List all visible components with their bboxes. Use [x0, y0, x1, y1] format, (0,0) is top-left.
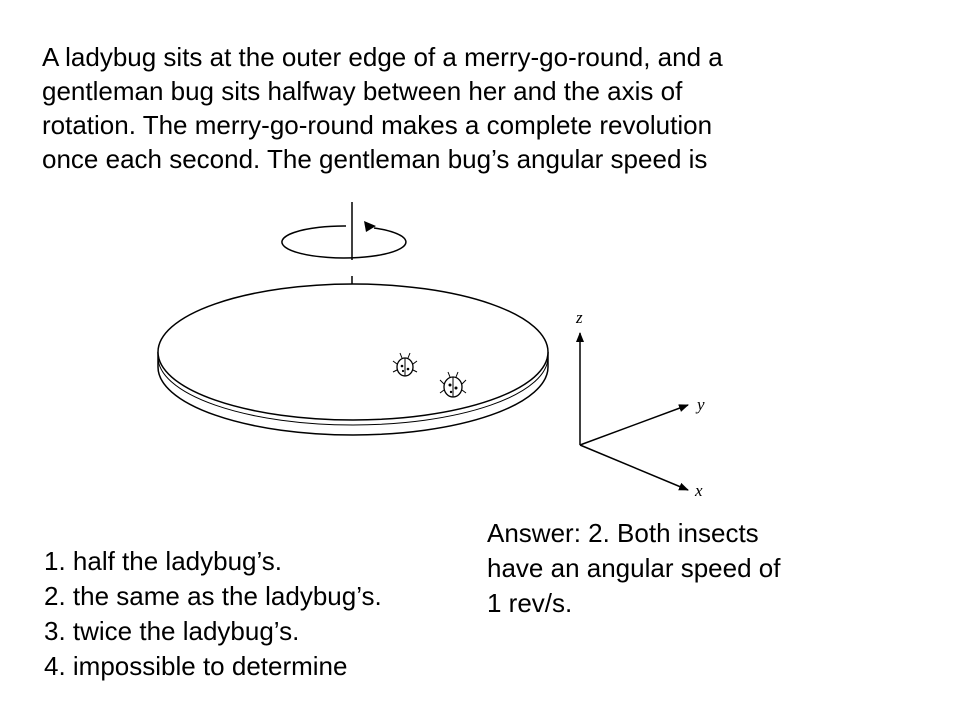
question-line: once each second. The gentleman bug’s angular speed is: [42, 144, 708, 174]
answer-choices: [44, 544, 382, 684]
question-line: A ladybug sits at the outer edge of a merry-go-round, and a: [42, 42, 723, 72]
choice-item: 4. impossible to determine: [44, 651, 348, 681]
question-line: gentleman bug sits halfway between her and the axis of: [42, 76, 683, 106]
merry-go-round-disk: [158, 284, 548, 435]
z-axis-label: z: [576, 308, 583, 327]
rotation-arrow-icon: [282, 221, 406, 258]
x-axis-label: x: [695, 481, 703, 500]
choice-item: 2. the same as the ladybug’s.: [44, 581, 382, 611]
answer-line: have an angular speed of: [487, 553, 781, 583]
answer-text: [487, 516, 780, 621]
coordinate-axes: [575, 308, 705, 500]
x-axis: [580, 445, 688, 490]
question-line: rotation. The merry-go-round makes a complete revolution: [42, 110, 713, 140]
answer-line: Answer: 2. Both insects: [487, 518, 759, 548]
y-axis: [580, 405, 688, 445]
choice-item: 3. twice the ladybug’s.: [44, 616, 300, 646]
choice-item: 1. half the ladybug’s.: [44, 546, 283, 576]
answer-line: 1 rev/s.: [487, 588, 573, 618]
y-axis-label: y: [697, 395, 705, 414]
